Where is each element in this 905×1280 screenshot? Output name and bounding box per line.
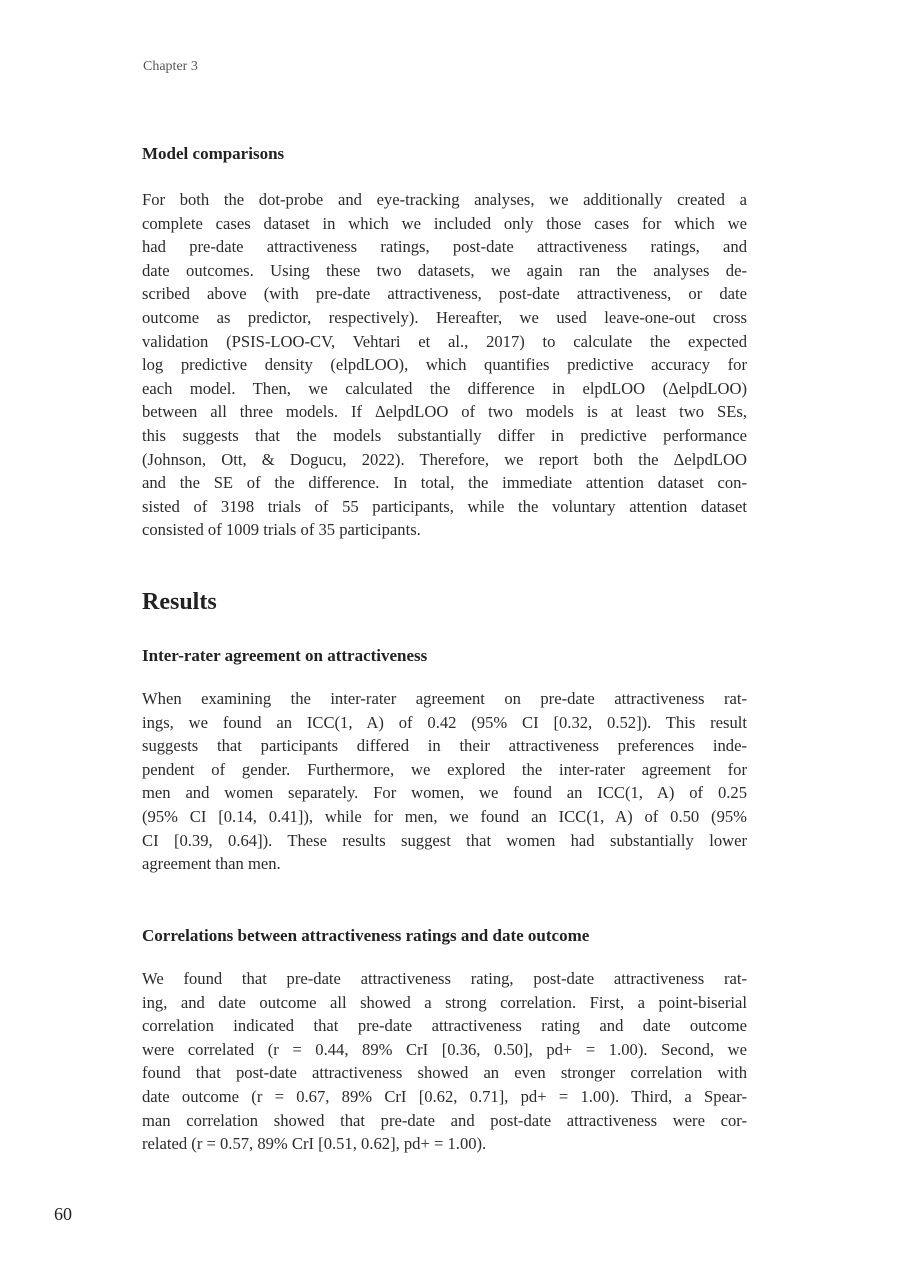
text-line: suggests that participants differed in their attractiveness preferences inde- bbox=[142, 736, 747, 756]
text-line: this suggests that the models substantially differ in predictive performance bbox=[142, 425, 747, 445]
text-line: men and women separately. For women, we found an ICC(1, A) of 0.25 bbox=[142, 783, 747, 803]
text-line: complete cases dataset in which we included only those cases for which we bbox=[142, 213, 747, 233]
text-line: ings, we found an ICC(1, A) of 0.42 (95% CI [0.32, 0.52]). This result bbox=[142, 712, 747, 732]
heading-correlations: Correlations between attractiveness ratings and date outcome bbox=[142, 926, 590, 945]
text-line: agreement than men. bbox=[142, 854, 281, 874]
text-line: sisted of 3198 trials of 55 participants, while the voluntary attention dataset bbox=[142, 496, 747, 516]
page-number: 60 bbox=[54, 1204, 72, 1224]
text-line: found that post-date attractiveness showed an even stronger correlation with bbox=[142, 1063, 747, 1083]
text-line: man correlation showed that pre-date and post-date attractiveness were cor- bbox=[142, 1110, 747, 1130]
heading-inter-rater-agreement: Inter-rater agreement on attractiveness bbox=[142, 646, 428, 665]
running-head: Chapter 3 bbox=[143, 59, 198, 74]
text-line: each model. Then, we calculated the difference in elpdLOO (ΔelpdLOO) bbox=[142, 378, 747, 398]
text-line: (Johnson, Ott, & Dogucu, 2022). Therefore, we report both the ΔelpdLOO bbox=[142, 449, 747, 469]
text-line: (95% CI [0.14, 0.41]), while for men, we found an ICC(1, A) of 0.50 (95% bbox=[142, 806, 747, 826]
text-line: We found that pre-date attractiveness rating, post-date attractiveness rat- bbox=[142, 969, 747, 988]
text-line: scribed above (with pre-date attractiveness, post-date attractiveness, or date bbox=[142, 284, 747, 304]
paragraph-inter-rater-agreement bbox=[142, 687, 747, 876]
text-line: date outcome (r = 0.67, 89% CrI [0.62, 0.71], pd+ = 1.00). Third, a Spear- bbox=[142, 1086, 747, 1106]
text-line: date outcomes. Using these two datasets, we again ran the analyses de- bbox=[142, 260, 747, 280]
text-line: correlation indicated that pre-date attractiveness rating and date outcome bbox=[142, 1016, 747, 1036]
text-line: related (r = 0.57, 89% CrI [0.51, 0.62], pd+ = 1.00). bbox=[142, 1134, 487, 1154]
text-line: outcome as predictor, respectively). Hereafter, we used leave-one-out cross bbox=[142, 307, 747, 327]
paragraph-model-comparisons bbox=[142, 188, 747, 542]
text-line: log predictive density (elpdLOO), which quantifies predictive accuracy for bbox=[142, 355, 747, 375]
text-line: consisted of 1009 trials of 35 participants. bbox=[142, 520, 421, 540]
text-line: ing, and date outcome all showed a strong correlation. First, a point-biserial bbox=[142, 992, 747, 1012]
paragraph-correlations bbox=[142, 967, 747, 1156]
text-line: When examining the inter-rater agreement on pre-date attractiveness rat- bbox=[142, 689, 747, 708]
text-line: For both the dot-probe and eye-tracking analyses, we additionally created a bbox=[142, 190, 747, 209]
text-line: had pre-date attractiveness ratings, post-date attractiveness ratings, and bbox=[142, 237, 747, 257]
text-line: were correlated (r = 0.44, 89% CrI [0.36, 0.50], pd+ = 1.00). Second, we bbox=[142, 1039, 747, 1059]
heading-model-comparisons: Model comparisons bbox=[142, 144, 285, 163]
heading-results: Results bbox=[142, 589, 217, 615]
text-line: between all three models. If ΔelpdLOO of two models is at least two SEs, bbox=[142, 402, 747, 422]
text-line: pendent of gender. Furthermore, we explored the inter-rater agreement for bbox=[142, 759, 747, 779]
text-line: validation (PSIS-LOO-CV, Vehtari et al., 2017) to calculate the expected bbox=[142, 331, 747, 351]
text-line: CI [0.39, 0.64]). These results suggest that women had substantially lower bbox=[142, 830, 747, 850]
text-line: and the SE of the difference. In total, the immediate attention dataset con- bbox=[142, 473, 747, 493]
